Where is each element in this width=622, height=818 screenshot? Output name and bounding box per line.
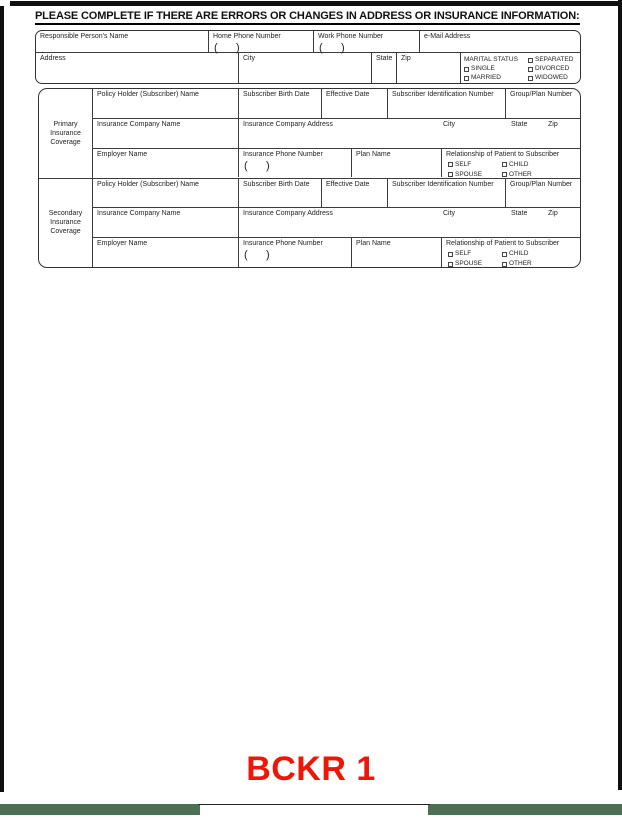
page-code: BCKR 1 xyxy=(246,750,376,788)
checkbox-divorced[interactable] xyxy=(528,65,580,73)
secondary-policy-holder-field[interactable] xyxy=(93,179,238,208)
secondary-group-plan-field[interactable] xyxy=(505,179,580,208)
checkbox-other-label: OTHER xyxy=(509,260,532,268)
insurance-phone-label: Insurance Phone Number xyxy=(243,150,323,158)
checkbox-icon xyxy=(502,252,507,257)
checkbox-icon xyxy=(528,67,533,72)
checkbox-secondary-spouse[interactable] xyxy=(448,260,502,268)
checkbox-icon xyxy=(448,162,453,167)
checkbox-married[interactable] xyxy=(464,74,528,82)
home-phone-parens: ( ) xyxy=(214,42,240,54)
primary-relationship-options xyxy=(442,159,580,179)
email-field[interactable] xyxy=(419,31,580,52)
insurance-city-label: City xyxy=(443,210,456,218)
checkbox-secondary-other[interactable] xyxy=(502,260,556,268)
plan-name-label: Plan Name xyxy=(356,150,391,158)
primary-relationship-field xyxy=(441,149,580,178)
marital-status-grid xyxy=(461,53,580,82)
checkbox-single-label: SINGLE xyxy=(471,65,495,72)
primary-effective-date-field[interactable] xyxy=(321,89,387,118)
work-phone-field[interactable] xyxy=(313,31,419,52)
primary-row-3 xyxy=(93,148,580,178)
work-phone-parens: ( ) xyxy=(319,42,345,54)
contact-row-2 xyxy=(36,52,580,83)
responsible-name-label: Responsible Person's Name xyxy=(40,33,129,40)
relationship-col-right xyxy=(502,161,556,179)
group-plan-label: Group/Plan Number xyxy=(510,91,573,98)
contact-row-1 xyxy=(36,31,580,52)
primary-insurance-rows xyxy=(93,89,580,178)
primary-row-1 xyxy=(93,89,580,118)
relationship-col-left xyxy=(448,250,502,268)
relationship-col-left xyxy=(448,161,502,179)
checkbox-icon xyxy=(502,162,507,167)
marital-status-field xyxy=(460,53,580,83)
checkbox-single[interactable] xyxy=(464,65,528,73)
policy-holder-label: Policy Holder (Subscriber) Name xyxy=(97,180,199,188)
primary-insurance-section xyxy=(39,89,580,178)
insurance-state-label: State xyxy=(511,120,528,128)
primary-policy-holder-field[interactable] xyxy=(93,89,238,118)
zip-field[interactable] xyxy=(396,53,460,83)
secondary-row-3 xyxy=(93,237,580,267)
checkbox-self-label: SELF xyxy=(455,160,472,168)
checkbox-primary-child[interactable] xyxy=(502,161,556,169)
checkbox-icon xyxy=(448,172,453,177)
state-field[interactable] xyxy=(371,53,396,83)
checkbox-primary-spouse[interactable] xyxy=(448,171,502,179)
relationship-label: Relationship of Patient to Subscriber xyxy=(446,240,560,248)
checkbox-icon xyxy=(528,58,533,63)
insurance-company-name-label: Insurance Company Name xyxy=(97,210,181,218)
primary-insurance-phone-field[interactable] xyxy=(238,149,351,178)
checkbox-child-label: CHILD xyxy=(509,160,529,168)
checkbox-icon xyxy=(448,252,453,257)
relationship-label: Relationship of Patient to Subscriber xyxy=(446,150,560,158)
primary-subscriber-id-field[interactable] xyxy=(387,89,505,118)
address-label: Address xyxy=(40,55,66,62)
city-label: City xyxy=(243,55,256,62)
relationship-col-right xyxy=(502,250,556,268)
checkbox-icon xyxy=(528,76,533,81)
zip-label: Zip xyxy=(401,55,411,62)
insurance-state-label: State xyxy=(511,210,528,218)
work-phone-label: Work Phone Number xyxy=(318,33,384,40)
insurance-phone-label: Insurance Phone Number xyxy=(243,240,323,248)
insurance-company-name-label: Insurance Company Name xyxy=(97,120,181,128)
scan-edge-bottom-right xyxy=(428,804,622,815)
primary-employer-name-field[interactable] xyxy=(93,149,238,178)
group-plan-label: Group/Plan Number xyxy=(510,180,573,188)
primary-insurance-company-address-field[interactable] xyxy=(238,119,580,148)
primary-plan-name-field[interactable] xyxy=(351,149,441,178)
scan-border-top xyxy=(10,1,622,6)
subscriber-birth-date-label: Subscriber Birth Date xyxy=(243,180,310,188)
checkbox-widowed[interactable] xyxy=(528,74,580,82)
checkbox-married-label: MARRIED xyxy=(471,74,501,81)
email-label: e-Mail Address xyxy=(424,33,471,40)
primary-group-plan-field[interactable] xyxy=(505,89,580,118)
scan-edge-bottom-left xyxy=(0,804,200,815)
checkbox-icon xyxy=(502,172,507,177)
marital-status-label: MARITAL STATUS xyxy=(464,56,518,63)
checkbox-divorced-label: DIVORCED xyxy=(535,65,570,72)
secondary-subscriber-id-field[interactable] xyxy=(387,179,505,208)
checkbox-secondary-child[interactable] xyxy=(502,250,556,258)
checkbox-other-label: OTHER xyxy=(509,170,532,178)
contact-info-block xyxy=(35,30,581,84)
secondary-relationship-options xyxy=(442,248,580,268)
subscriber-id-label: Subscriber Identification Number xyxy=(392,91,494,98)
checkbox-widowed-label: WIDOWED xyxy=(535,74,568,81)
checkbox-icon xyxy=(464,76,469,81)
primary-row-2 xyxy=(93,118,580,148)
insurance-company-address-label: Insurance Company Address xyxy=(243,210,333,218)
secondary-row-1 xyxy=(93,179,580,208)
policy-holder-label: Policy Holder (Subscriber) Name xyxy=(97,91,199,98)
subscriber-id-label: Subscriber Identification Number xyxy=(392,180,494,188)
employer-name-label: Employer Name xyxy=(97,240,148,248)
state-label: State xyxy=(376,55,393,62)
scan-border-left xyxy=(0,6,4,792)
home-phone-field[interactable] xyxy=(208,31,313,52)
insurance-phone-parens: ( ) xyxy=(244,159,270,172)
marital-col-right xyxy=(528,56,580,82)
checkbox-icon xyxy=(448,262,453,267)
plan-name-label: Plan Name xyxy=(356,240,391,248)
checkbox-icon xyxy=(502,262,507,267)
home-phone-label: Home Phone Number xyxy=(213,33,281,40)
primary-insurance-company-name-field[interactable] xyxy=(93,119,238,148)
insurance-zip-label: Zip xyxy=(548,120,558,128)
checkbox-self-label: SELF xyxy=(455,250,472,258)
secondary-effective-date-field[interactable] xyxy=(321,179,387,208)
employer-name-label: Employer Name xyxy=(97,150,148,158)
checkbox-secondary-self[interactable] xyxy=(448,250,502,258)
secondary-insurance-company-name-field[interactable] xyxy=(93,208,238,237)
secondary-plan-name-field[interactable] xyxy=(351,238,441,267)
primary-subscriber-birth-date-field[interactable] xyxy=(238,89,321,118)
scan-border-right xyxy=(618,0,622,790)
secondary-insurance-section xyxy=(39,178,580,268)
primary-insurance-label: Primary Insurance Coverage xyxy=(39,89,93,178)
checkbox-primary-self[interactable] xyxy=(448,161,502,169)
marital-col-left xyxy=(464,56,528,82)
checkbox-separated-label: SEPARATED xyxy=(535,56,574,63)
secondary-insurance-rows xyxy=(93,179,580,268)
checkbox-separated[interactable] xyxy=(528,56,580,64)
scan-edge-bottom-line xyxy=(198,804,430,805)
checkbox-primary-other[interactable] xyxy=(502,171,556,179)
checkbox-spouse-label: SPOUSE xyxy=(455,170,483,178)
secondary-insurance-label: Secondary Insurance Coverage xyxy=(39,179,93,268)
checkbox-spouse-label: SPOUSE xyxy=(455,260,483,268)
address-field[interactable] xyxy=(36,53,238,83)
secondary-row-2 xyxy=(93,207,580,237)
insurance-block xyxy=(38,88,581,268)
checkbox-icon xyxy=(464,67,469,72)
insurance-zip-label: Zip xyxy=(548,210,558,218)
insurance-phone-parens: ( ) xyxy=(244,249,270,262)
form-title: PLEASE COMPLETE IF THERE ARE ERRORS OR CHANGES IN ADDRESS OR INSURANCE INFORMATION: xyxy=(35,10,580,25)
secondary-employer-name-field[interactable] xyxy=(93,238,238,267)
secondary-insurance-company-address-field[interactable] xyxy=(238,208,580,237)
insurance-company-address-label: Insurance Company Address xyxy=(243,120,333,128)
effective-date-label: Effective Date xyxy=(326,180,370,188)
checkbox-child-label: CHILD xyxy=(509,250,529,258)
responsible-name-field[interactable] xyxy=(36,31,208,52)
subscriber-birth-date-label: Subscriber Birth Date xyxy=(243,91,310,98)
secondary-relationship-field xyxy=(441,238,580,267)
effective-date-label: Effective Date xyxy=(326,91,370,98)
secondary-subscriber-birth-date-field[interactable] xyxy=(238,179,321,208)
city-field[interactable] xyxy=(238,53,371,83)
insurance-city-label: City xyxy=(443,120,456,128)
secondary-insurance-phone-field[interactable] xyxy=(238,238,351,267)
